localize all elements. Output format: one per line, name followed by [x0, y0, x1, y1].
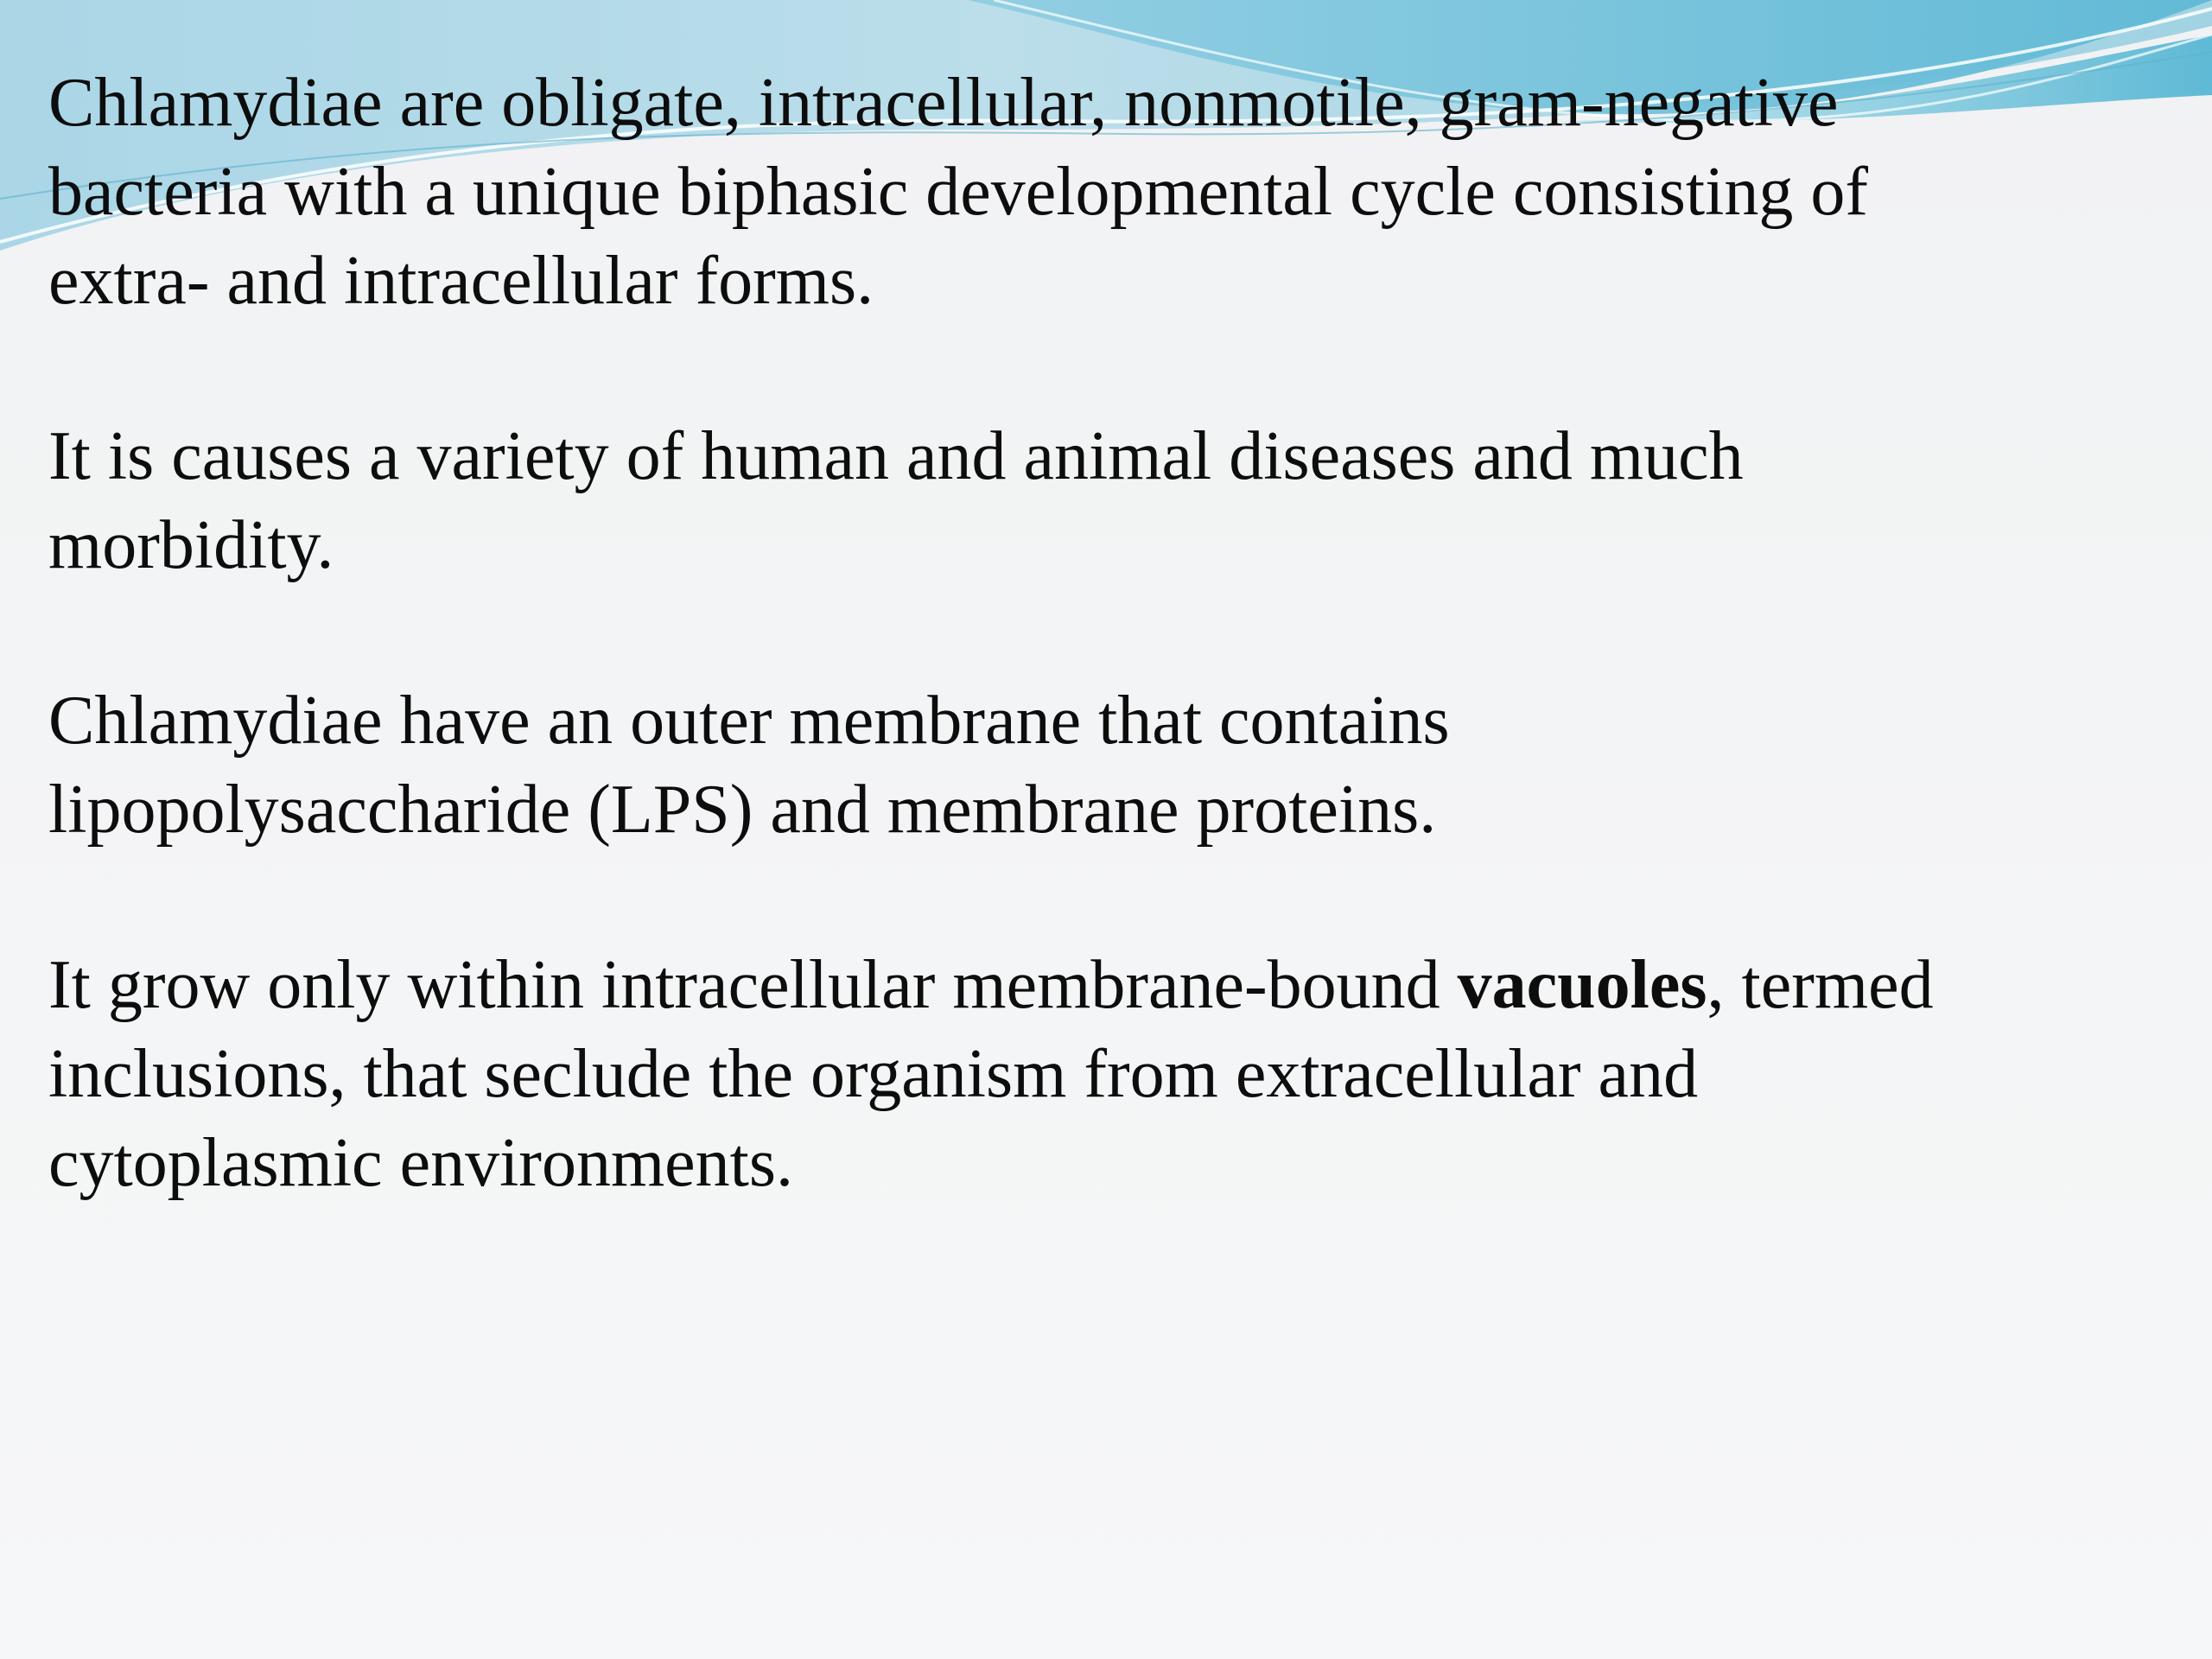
paragraph-1: Chlamydiae are obligate, intracellular, nonmotile, gram-negative bacteria with a unique biphasic developmental cycle consisting of extra- and intracellular forms.	[48, 65, 1868, 319]
paragraph-3: Chlamydiae have an outer membrane that contains lipopolysaccharide (LPS) and membrane proteins.	[48, 683, 1450, 848]
paragraph-4-bold-term: vacuoles	[1457, 947, 1707, 1023]
paragraph-4-start: It grow only within intracellular membrane-bound	[48, 947, 1458, 1023]
paragraph-4	[48, 941, 2157, 1208]
paragraph-2: It is causes a variety of human and animal diseases and much morbidity.	[48, 418, 1744, 583]
paragraph-4-end: , termed inclusions, that seclude the organism from extracellular and cytoplasmic environments.	[48, 947, 1934, 1201]
slide-body	[48, 59, 2157, 1294]
